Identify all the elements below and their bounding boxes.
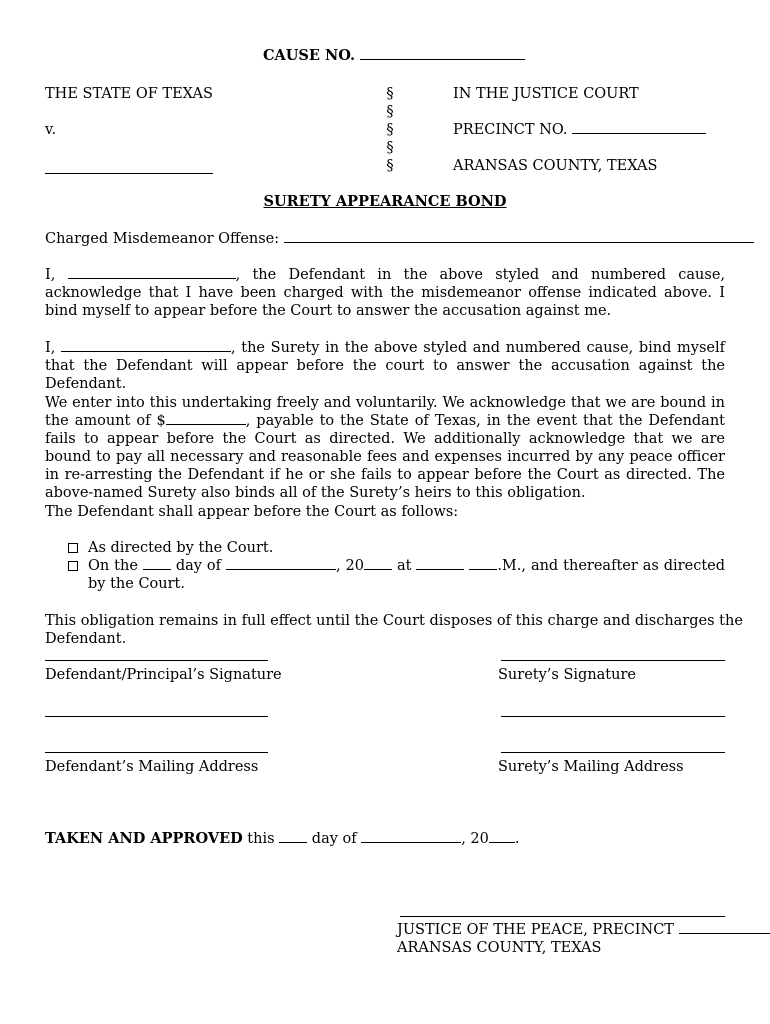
cause-number [263,47,525,65]
section-symbol: § [386,140,394,156]
approval-year-field[interactable] [489,841,515,843]
section-symbol: § [386,86,394,102]
surety-address-label: Surety’s Mailing Address [498,759,684,775]
defendant-text: , the Defendant in the above styled and numbered cause, acknowledge that I have been charged with the misdemeanor offense indicated above. I bind myself to appear before the Court to answer the accusation against me. [45,267,726,319]
precinct [453,121,706,139]
offense-label: Charged Misdemeanor Offense: [45,231,280,247]
precinct-blank[interactable] [572,132,706,134]
cause-number-label: CAUSE NO. [263,47,356,64]
offense-row [45,230,725,248]
state-party: THE STATE OF TEXAS [45,86,213,102]
undertaking-text-b: , payable to the State of Texas, in the event that the Defendant fails to appear before the Court as directed. We additionally acknowledge that we are bound to pay all necessary and reasonable fees and expenses incurred by any peace officer in re-arresting the Defendant if he or she fails to appear before the Court as directed. The above-named Surety also binds all of the Surety’s heirs to this obligation. [45,413,725,501]
approval-row [45,830,520,848]
defendant-signature-label: Defendant/Principal’s Signature [45,667,282,683]
versus: v. [45,122,57,138]
surety-prefix: I, [45,340,56,356]
approval-day-field[interactable] [279,841,307,843]
defendant-name-field[interactable] [68,277,236,279]
justice-precinct-label: JUSTICE OF THE PEACE, PRECINCT [397,922,674,938]
precinct-label: PRECINCT NO. [453,122,568,138]
appear-ampm-field[interactable] [469,568,497,570]
appear-intro: The Defendant shall appear before the Court as follows: [45,504,459,520]
appear-year-field[interactable] [364,568,392,570]
surety-paragraph [45,339,725,393]
option-specific-date [68,557,725,593]
section-symbol: § [386,122,394,138]
bond-amount-field[interactable] [166,423,246,425]
surety-signature-line[interactable] [501,660,725,661]
surety-address-line-2[interactable] [501,752,725,753]
appear-time-field[interactable] [416,568,464,570]
section-symbol: § [386,104,394,120]
approval-this: this [242,831,275,847]
court-name: IN THE JUSTICE COURT [453,86,639,102]
defendant-address-line-2[interactable] [45,752,268,753]
approval-period: . [514,831,520,847]
defendant-address-line-1[interactable] [45,716,268,717]
justice-county: ARANSAS COUNTY, TEXAS [397,940,602,956]
undertaking-paragraph [45,394,725,502]
surety-signature-label: Surety’s Signature [498,667,636,683]
section-symbol: § [386,158,394,174]
option2-year-prefix: , 20 [335,558,364,574]
defendant-address-label: Defendant’s Mailing Address [45,759,259,775]
approval-month-field[interactable] [361,841,461,843]
offense-blank[interactable] [284,241,754,243]
option2-day-of: day of [175,558,222,574]
surety-address-line-1[interactable] [501,716,725,717]
appear-day-field[interactable] [143,568,171,570]
document-title: SURETY APPEARANCE BOND [263,193,507,210]
option1-label: As directed by the Court. [88,540,274,556]
defendant-name-blank[interactable] [45,173,213,174]
defendant-paragraph [45,266,725,320]
county: ARANSAS COUNTY, TEXAS [453,158,658,174]
defendant-prefix: I, [45,267,56,283]
approval-day-of: day of [311,831,357,847]
option2-at: at [396,558,412,574]
approval-heading: TAKEN AND APPROVED [45,830,243,847]
justice-signature-line[interactable] [400,916,725,917]
option-as-directed [68,539,273,557]
surety-text: , the Surety in the above styled and numbered cause, bind myself that the Defendant will appear before the court to answer the accusation against the Defendant. [45,340,725,392]
justice-precinct-field[interactable] [679,932,770,934]
obligation-text: This obligation remains in full effect until the Court disposes of this charge and discharges the Defendant. [45,613,743,647]
cause-number-blank[interactable] [360,58,525,60]
surety-name-field[interactable] [61,350,231,352]
as-directed-checkbox[interactable] [68,543,78,553]
justice-title [397,921,770,939]
undertaking-text-a: We enter into this undertaking freely and voluntarily. We acknowledge that we are bound in the amount of $ [45,395,725,429]
appear-month-field[interactable] [226,568,336,570]
specific-date-checkbox[interactable] [68,561,78,571]
defendant-signature-line[interactable] [45,660,268,661]
option2-tail: .M., and thereafter as directed by the Court. [88,558,726,592]
option2-on: On the [88,558,138,574]
approval-year-prefix: , 20 [461,831,489,847]
